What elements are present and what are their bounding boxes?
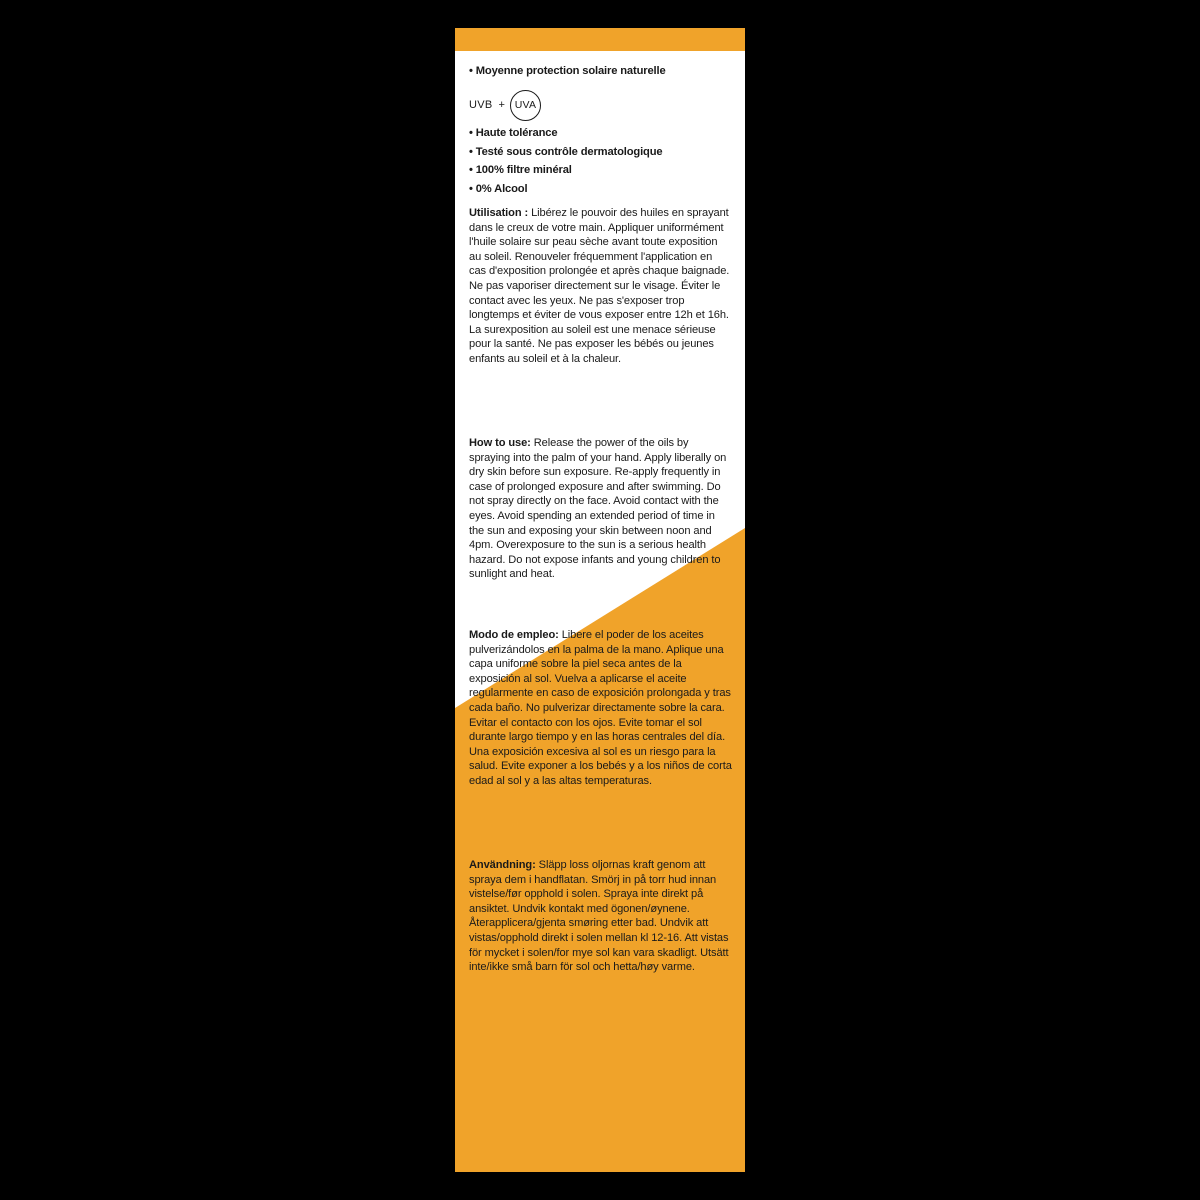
feature-bullets-top [469, 62, 732, 81]
uva-circle-icon: UVA [510, 90, 541, 121]
instructions-spanish-body: Libere el poder de los aceites pulverizándolos en la palma de la mano. Aplique una capa uniforme sobre la piel seca antes de la exposición al sol. Vuelva a aplicarse el aceite regularmente en caso de exposición prolongada y tras cada baño. No pulverizar directamente sobre la cara. Evitar el contacto con los ojos. Evite tomar el sol durante largo tiempo y en las horas centrales del día. Una exposición excesiva al sol es un riesgo para la salud. Evite exponer a los bebés y a los niños de corta edad al sol y a las altas temperaturas. [469, 629, 732, 787]
instructions-swedish-heading: Användning: [469, 859, 536, 871]
uv-protection-badge [469, 90, 541, 120]
bullet-item: • Haute tolérance [469, 127, 558, 139]
instructions-english [469, 436, 732, 582]
instructions-english-body: Release the power of the oils by spraying into the palm of your hand. Apply liberally on dry skin before sun exposure. Re-apply frequently in case of prolonged exposure and after swimming. Do not spray directly on the face. Avoid contact with the eyes. Avoid spending an extended period of time in the sun and exposing your skin between noon and 4pm. Overexposure to the sun is a serious health hazard. Do not expose infants and young children to sunlight and heat. [469, 437, 727, 581]
bullet-item: • Moyenne protection solaire naturelle [469, 65, 666, 77]
plus-sign: + [498, 99, 505, 111]
bullet-item: • 0% Alcool [469, 182, 528, 195]
instructions-english-heading: How to use: [469, 437, 531, 449]
instructions-french [469, 206, 732, 367]
instructions-spanish [469, 628, 732, 789]
instructions-french-body: Libérez le pouvoir des huiles en sprayant dans le creux de votre main. Appliquer uniformément l'huile solaire sur peau sèche avant toute exposition au soleil. Renouveler fréquemment l'application en cas d'exposition prolongée et après chaque baignade. Ne pas vaporiser directement sur le visage. Éviter le contact avec les yeux. Ne pas s'exposer trop longtemps et éviter de vous exposer entre 12h et 16h. La surexposition au soleil est une menace sérieuse pour la santé. Ne pas exposer les bébés ou jeunes enfants au soleil et à la chaleur. [469, 207, 730, 365]
uvb-label: UVB [469, 99, 493, 111]
instructions-swedish-body: Släpp loss oljornas kraft genom att spraya dem i handflatan. Smörj in på torr hud innan vistelse/før opphold i solen. Spraya inte direkt på ansiktet. Undvik kontakt med ögonen/øynene. Återapplicera/gjenta smøring etter bad. Undvik att vistas/opphold direkt i solen mellan kl 12-16. Att vistas för mycket i solen/for mye sol kan vara skadligt. Utsätt inte/ikke små barn för sol och hetta/høy varme. [469, 859, 729, 974]
product-packaging-panel [455, 28, 745, 1172]
feature-bullets-bottom [469, 124, 732, 198]
bullet-item: • Testé sous contrôle dermatologique [469, 145, 663, 158]
instructions-french-heading: Utilisation : [469, 207, 529, 219]
panel-content [455, 28, 745, 1172]
instructions-spanish-heading: Modo de empleo: [469, 629, 559, 641]
bullet-item: • 100% filtre minéral [469, 164, 572, 177]
instructions-swedish [469, 858, 732, 975]
